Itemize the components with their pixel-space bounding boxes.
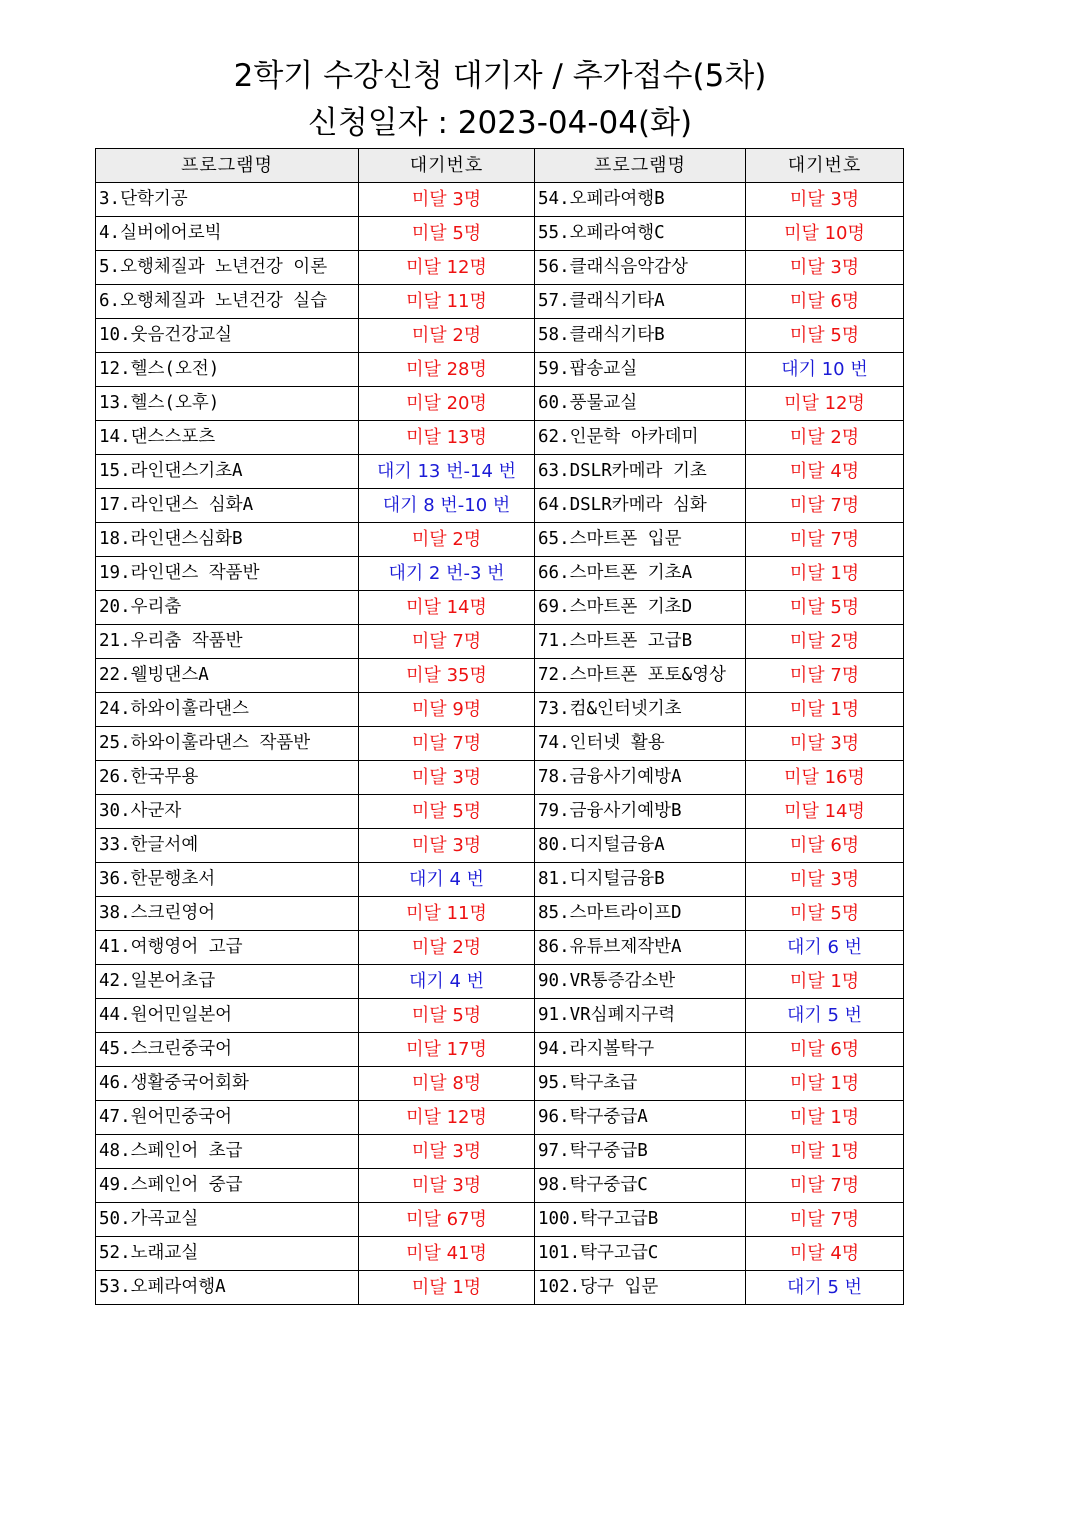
table-row (96, 1067, 904, 1101)
wait-status-right: 미달 1명 (746, 965, 904, 999)
wait-status-right: 대기 5 번 (746, 999, 904, 1033)
table-row (96, 591, 904, 625)
program-name-right: 74.인터넷 활용 (535, 727, 746, 761)
application-date: 신청일자 : 2023-04-04(화) (307, 105, 693, 141)
table-row (96, 931, 904, 965)
wait-status-right: 미달 7명 (746, 489, 904, 523)
wait-status-left: 미달 3명 (359, 1169, 535, 1203)
program-name-left: 49.스페인어 중급 (96, 1169, 359, 1203)
table-row (96, 523, 904, 557)
wait-status-left: 미달 2명 (359, 319, 535, 353)
program-name-right: 65.스마트폰 입문 (535, 523, 746, 557)
program-name-right: 59.팝송교실 (535, 353, 746, 387)
wait-status-left: 미달 7명 (359, 625, 535, 659)
wait-status-right: 미달 7명 (746, 523, 904, 557)
table-row (96, 1237, 904, 1271)
program-name-left: 30.사군자 (96, 795, 359, 829)
wait-status-right: 미달 16명 (746, 761, 904, 795)
wait-status-right: 미달 6명 (746, 1033, 904, 1067)
program-name-right: 63.DSLR카메라 기초 (535, 455, 746, 489)
program-name-left: 22.웰빙댄스A (96, 659, 359, 693)
program-name-left: 36.한문행초서 (96, 863, 359, 897)
wait-status-left: 미달 13명 (359, 421, 535, 455)
wait-status-right: 미달 7명 (746, 659, 904, 693)
wait-status-left: 미달 12명 (359, 1101, 535, 1135)
wait-status-right: 대기 6 번 (746, 931, 904, 965)
wait-status-left: 미달 11명 (359, 285, 535, 319)
program-name-right: 54.오페라여행B (535, 183, 746, 217)
wait-status-left: 미달 28명 (359, 353, 535, 387)
table-row (96, 625, 904, 659)
program-name-right: 96.탁구중급A (535, 1101, 746, 1135)
table-row (96, 965, 904, 999)
wait-status-right: 미달 5명 (746, 897, 904, 931)
table-row (96, 251, 904, 285)
program-name-right: 90.VR통증감소반 (535, 965, 746, 999)
wait-status-right: 미달 7명 (746, 1203, 904, 1237)
table-row (96, 455, 904, 489)
wait-status-left: 미달 14명 (359, 591, 535, 625)
program-name-left: 38.스크린영어 (96, 897, 359, 931)
program-name-left: 44.원어민일본어 (96, 999, 359, 1033)
program-name-left: 48.스페인어 초급 (96, 1135, 359, 1169)
program-name-right: 91.VR심폐지구력 (535, 999, 746, 1033)
wait-status-right: 미달 14명 (746, 795, 904, 829)
document-title: 2학기 수강신청 대기자 / 추가접수(5차) (233, 58, 767, 94)
program-name-right: 101.탁구고급C (535, 1237, 746, 1271)
wait-status-right: 미달 6명 (746, 829, 904, 863)
program-name-right: 80.디지털금융A (535, 829, 746, 863)
wait-status-right: 대기 10 번 (746, 353, 904, 387)
program-name-left: 19.라인댄스 작품반 (96, 557, 359, 591)
program-name-right: 94.라지볼탁구 (535, 1033, 746, 1067)
program-name-right: 95.탁구초급 (535, 1067, 746, 1101)
table-row (96, 1033, 904, 1067)
wait-status-left: 미달 9명 (359, 693, 535, 727)
wait-status-left: 미달 3명 (359, 183, 535, 217)
table-row (96, 1203, 904, 1237)
program-name-left: 20.우리춤 (96, 591, 359, 625)
program-name-right: 60.풍물교실 (535, 387, 746, 421)
program-name-left: 10.웃음건강교실 (96, 319, 359, 353)
program-name-left: 42.일본어초급 (96, 965, 359, 999)
program-name-right: 72.스마트폰 포토&영상 (535, 659, 746, 693)
table-header-row (96, 149, 904, 183)
program-name-left: 21.우리춤 작품반 (96, 625, 359, 659)
wait-status-left: 미달 67명 (359, 1203, 535, 1237)
table-row (96, 795, 904, 829)
wait-status-right: 미달 1명 (746, 1067, 904, 1101)
program-name-left: 50.가곡교실 (96, 1203, 359, 1237)
wait-status-left: 미달 11명 (359, 897, 535, 931)
header-wait-number-left: 대기번호 (359, 149, 535, 183)
program-name-right: 73.컴&인터넷기초 (535, 693, 746, 727)
wait-status-left: 대기 13 번-14 번 (359, 455, 535, 489)
program-name-left: 45.스크린중국어 (96, 1033, 359, 1067)
table-row (96, 999, 904, 1033)
program-name-right: 98.탁구중급C (535, 1169, 746, 1203)
table-row (96, 693, 904, 727)
program-name-right: 62.인문학 아카데미 (535, 421, 746, 455)
wait-status-right: 미달 4명 (746, 1237, 904, 1271)
table-row (96, 421, 904, 455)
wait-status-left: 미달 20명 (359, 387, 535, 421)
program-name-right: 86.유튜브제작반A (535, 931, 746, 965)
wait-status-right: 미달 12명 (746, 387, 904, 421)
header-program-name-right: 프로그램명 (535, 149, 746, 183)
program-name-right: 78.금융사기예방A (535, 761, 746, 795)
wait-status-left: 미달 2명 (359, 523, 535, 557)
wait-status-right: 미달 3명 (746, 183, 904, 217)
table-row (96, 489, 904, 523)
table-row (96, 1271, 904, 1305)
wait-status-left: 미달 17명 (359, 1033, 535, 1067)
wait-status-right: 미달 10명 (746, 217, 904, 251)
program-name-right: 69.스마트폰 기초D (535, 591, 746, 625)
program-name-left: 24.하와이훌라댄스 (96, 693, 359, 727)
wait-status-right: 미달 3명 (746, 863, 904, 897)
table-row (96, 897, 904, 931)
wait-status-right: 미달 1명 (746, 1101, 904, 1135)
wait-status-right: 미달 5명 (746, 319, 904, 353)
program-name-left: 52.노래교실 (96, 1237, 359, 1271)
table-row (96, 829, 904, 863)
program-name-left: 47.원어민중국어 (96, 1101, 359, 1135)
wait-status-left: 미달 3명 (359, 761, 535, 795)
wait-status-left: 미달 12명 (359, 251, 535, 285)
table-row (96, 659, 904, 693)
wait-status-right: 미달 7명 (746, 1169, 904, 1203)
program-name-left: 14.댄스스포츠 (96, 421, 359, 455)
program-name-left: 25.하와이훌라댄스 작품반 (96, 727, 359, 761)
header-program-name-left: 프로그램명 (96, 149, 359, 183)
program-name-right: 71.스마트폰 고급B (535, 625, 746, 659)
table-row (96, 557, 904, 591)
program-name-left: 46.생활중국어회화 (96, 1067, 359, 1101)
table-row (96, 217, 904, 251)
table-row (96, 1169, 904, 1203)
wait-status-left: 미달 7명 (359, 727, 535, 761)
wait-status-right: 미달 1명 (746, 693, 904, 727)
wait-status-left: 대기 8 번-10 번 (359, 489, 535, 523)
wait-status-right: 미달 1명 (746, 557, 904, 591)
program-name-left: 6.오행체질과 노년건강 실습 (96, 285, 359, 319)
program-name-right: 102.당구 입문 (535, 1271, 746, 1305)
wait-status-left: 미달 41명 (359, 1237, 535, 1271)
wait-status-right: 미달 3명 (746, 251, 904, 285)
program-name-left: 15.라인댄스기초A (96, 455, 359, 489)
wait-status-left: 미달 8명 (359, 1067, 535, 1101)
wait-status-right: 미달 5명 (746, 591, 904, 625)
waitlist-table (95, 148, 904, 1305)
header-wait-number-right: 대기번호 (746, 149, 904, 183)
program-name-right: 58.클래식기타B (535, 319, 746, 353)
table-row (96, 863, 904, 897)
program-name-right: 55.오페라여행C (535, 217, 746, 251)
program-name-left: 33.한글서예 (96, 829, 359, 863)
wait-status-right: 미달 6명 (746, 285, 904, 319)
wait-status-left: 대기 2 번-3 번 (359, 557, 535, 591)
wait-status-right: 미달 1명 (746, 1135, 904, 1169)
program-name-left: 12.헬스(오전) (96, 353, 359, 387)
program-name-left: 26.한국무용 (96, 761, 359, 795)
program-name-right: 56.클래식음악감상 (535, 251, 746, 285)
wait-status-left: 미달 5명 (359, 217, 535, 251)
program-name-left: 18.라인댄스심화B (96, 523, 359, 557)
wait-status-right: 미달 4명 (746, 455, 904, 489)
program-name-right: 100.탁구고급B (535, 1203, 746, 1237)
table-row (96, 387, 904, 421)
program-name-left: 5.오행체질과 노년건강 이론 (96, 251, 359, 285)
wait-status-left: 미달 2명 (359, 931, 535, 965)
wait-status-left: 미달 35명 (359, 659, 535, 693)
program-name-right: 57.클래식기타A (535, 285, 746, 319)
wait-status-left: 미달 5명 (359, 795, 535, 829)
program-name-right: 66.스마트폰 기초A (535, 557, 746, 591)
wait-status-left: 대기 4 번 (359, 965, 535, 999)
wait-status-left: 대기 4 번 (359, 863, 535, 897)
program-name-left: 17.라인댄스 심화A (96, 489, 359, 523)
program-name-left: 13.헬스(오후) (96, 387, 359, 421)
table-row (96, 319, 904, 353)
wait-status-left: 미달 5명 (359, 999, 535, 1033)
wait-status-right: 미달 3명 (746, 727, 904, 761)
program-name-left: 53.오페라여행A (96, 1271, 359, 1305)
program-name-right: 64.DSLR카메라 심화 (535, 489, 746, 523)
wait-status-right: 대기 5 번 (746, 1271, 904, 1305)
program-name-right: 97.탁구중급B (535, 1135, 746, 1169)
wait-status-left: 미달 3명 (359, 829, 535, 863)
table-row (96, 1101, 904, 1135)
wait-status-right: 미달 2명 (746, 421, 904, 455)
program-name-right: 79.금융사기예방B (535, 795, 746, 829)
table-row (96, 353, 904, 387)
table-row (96, 1135, 904, 1169)
program-name-left: 41.여행영어 고급 (96, 931, 359, 965)
wait-status-left: 미달 3명 (359, 1135, 535, 1169)
program-name-right: 85.스마트라이프D (535, 897, 746, 931)
table-row (96, 761, 904, 795)
wait-status-left: 미달 1명 (359, 1271, 535, 1305)
table-row (96, 285, 904, 319)
table-row (96, 727, 904, 761)
wait-status-right: 미달 2명 (746, 625, 904, 659)
program-name-left: 4.실버에어로빅 (96, 217, 359, 251)
table-row (96, 183, 904, 217)
program-name-right: 81.디지털금융B (535, 863, 746, 897)
program-name-left: 3.단학기공 (96, 183, 359, 217)
